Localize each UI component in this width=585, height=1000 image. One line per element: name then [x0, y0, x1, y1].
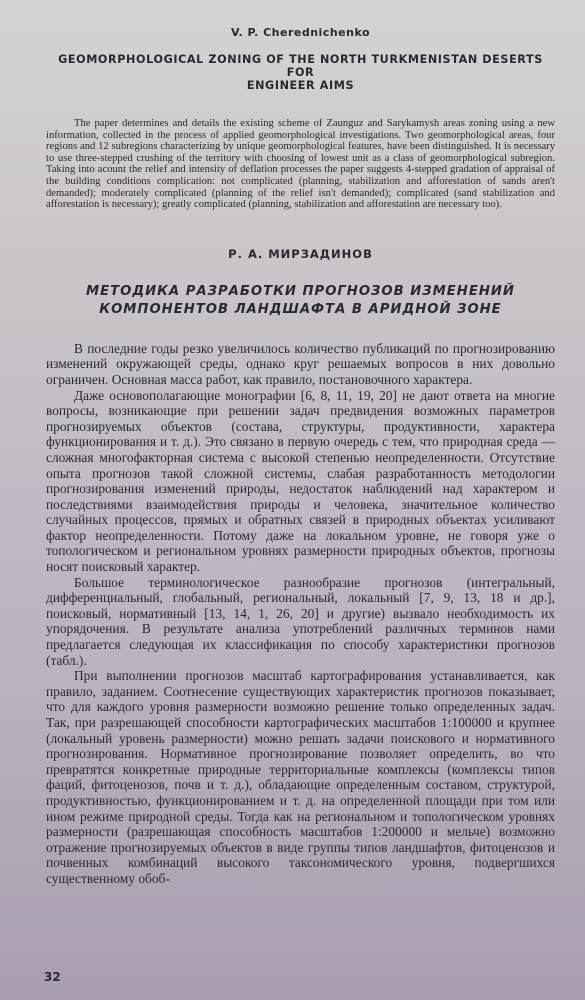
english-title-line: GEOMORPHOLOGICAL ZONING OF THE NORTH TURKMENISTAN DESERTS FOR	[58, 53, 543, 79]
russian-article-body	[46, 341, 555, 887]
body-paragraph: Даже основополагающие монографии [6, 8, 11, 19, 20] не дают ответа на многие вопросы, возникающие при решении задач предвидения возможных параметров прогнозируемых объектов (состава, структуры, продуктивности, характера функционирования и т. д.). Это связано в первую очередь с тем, что природная среда — сложная многофакторная система с высокой степенью неопределенности. Отсутствие опыта прогнозов такой сложной системы, слабая разработанность методологии прогнозирования изменений природы, недостаток наблюдений над характером и последствиями взаимодействия природы и человека, значительное количество случайных процессов, прямых и обратных связей в природных объектах усиливают фактор неопределенности. Потому даже на локальном уровне, не говоря уже о топологическом и региональном уровнях размерности природных объектов, прогнозы носят поисковый характер.	[46, 387, 555, 575]
body-paragraph: В последние годы резко увеличилось количество публикаций по прогнозированию изменений окружающей среды, однако круг решаемых вопросов в них довольно ограничен. Основная масса работ, как правило, постановочного характера.	[46, 340, 555, 387]
english-title	[46, 53, 555, 92]
english-author: V. P. Cherednichenko	[230, 26, 371, 39]
body-paragraph: Большое терминологическое разнообразие прогнозов (интегральный, дифференциальный, глобальный, региональный, локальный [7, 9, 13, 18 и др.], поисковый, нормативный [13, 14, 1, 26, 20] и другие) вызвало необходимость их упорядочения. В результате анализа употреблений различных терминов нами предлагается следующая их классификация по способу характеристики прогнозов (табл.).	[46, 574, 555, 668]
english-abstract	[46, 118, 555, 211]
abstract-paragraph: The paper determines and details the existing scheme of Zaunguz and Sarykamysh areas zoning using a new information, collected in the process of applied geomorphological investigations. Two geomorphological areas, four regions and 12 subregions characterizing by unique geomorphological features, have been distinguished. It is necessary to use three-stepped crushing of the territory with choosing of lowest unit as a class of geomorphological subregion. Taking into acount the relief and intensity of deflation processes the paper suggests 4-stepped gradation of appraisal of the building conditions complication: not complicated (planning, stabilization and afforestation of sands aren't demanded); moderately complicated (planning of the relief isn't demanded); complicated (sand stabilization and afforestation is necessary); greatly complicated (planning, stabilization and afforestation are necessary too).	[46, 118, 555, 211]
body-paragraph: При выполнении прогнозов масштаб картографирования устанавливается, как правило, заданием. Соотнесение существующих характеристик прогнозов показывает, что для каждого уровня размерности возможно решение только определенных задач. Так, при разрешающей способности картографических масштабов 1:100000 и крупнее (локальный уровень размерности) можно решать задачи поискового и нормативного прогнозирования. Нормативное прогнозирование позволяет определить, во что превратятся конкретные природные территориальные комплексы (комплексы типов фаций, фитоценозов, почв и т. д.), обладающие определенным составом, структурой, продуктивностью, функционированием и т. д. на определенной площади при том или ином режиме природной среды. Тогда как на региональном и топологическом уровнях размерности (разрешающая способность масштабов 1:200000 и мельче) возможно отражение прогнозируемых объектов в виде группы типов ландшафтов, фитоценозов и почвенных комбинаций высокого таксономического уровня, подвергшихся существенному обоб-	[46, 668, 555, 886]
russian-title-line: МЕТОДИКА РАЗРАБОТКИ ПРОГНОЗОВ ИЗМЕНЕНИЙ	[86, 283, 515, 299]
page-number: 32	[44, 970, 61, 984]
russian-title	[46, 283, 555, 319]
english-title-line: ENGINEER AIMS	[246, 79, 355, 92]
russian-title-line: КОМПОНЕНТОВ ЛАНДШАФТА В АРИДНОЙ ЗОНЕ	[99, 301, 502, 317]
russian-author: Р. А. МИРЗАДИНОВ	[228, 246, 373, 261]
